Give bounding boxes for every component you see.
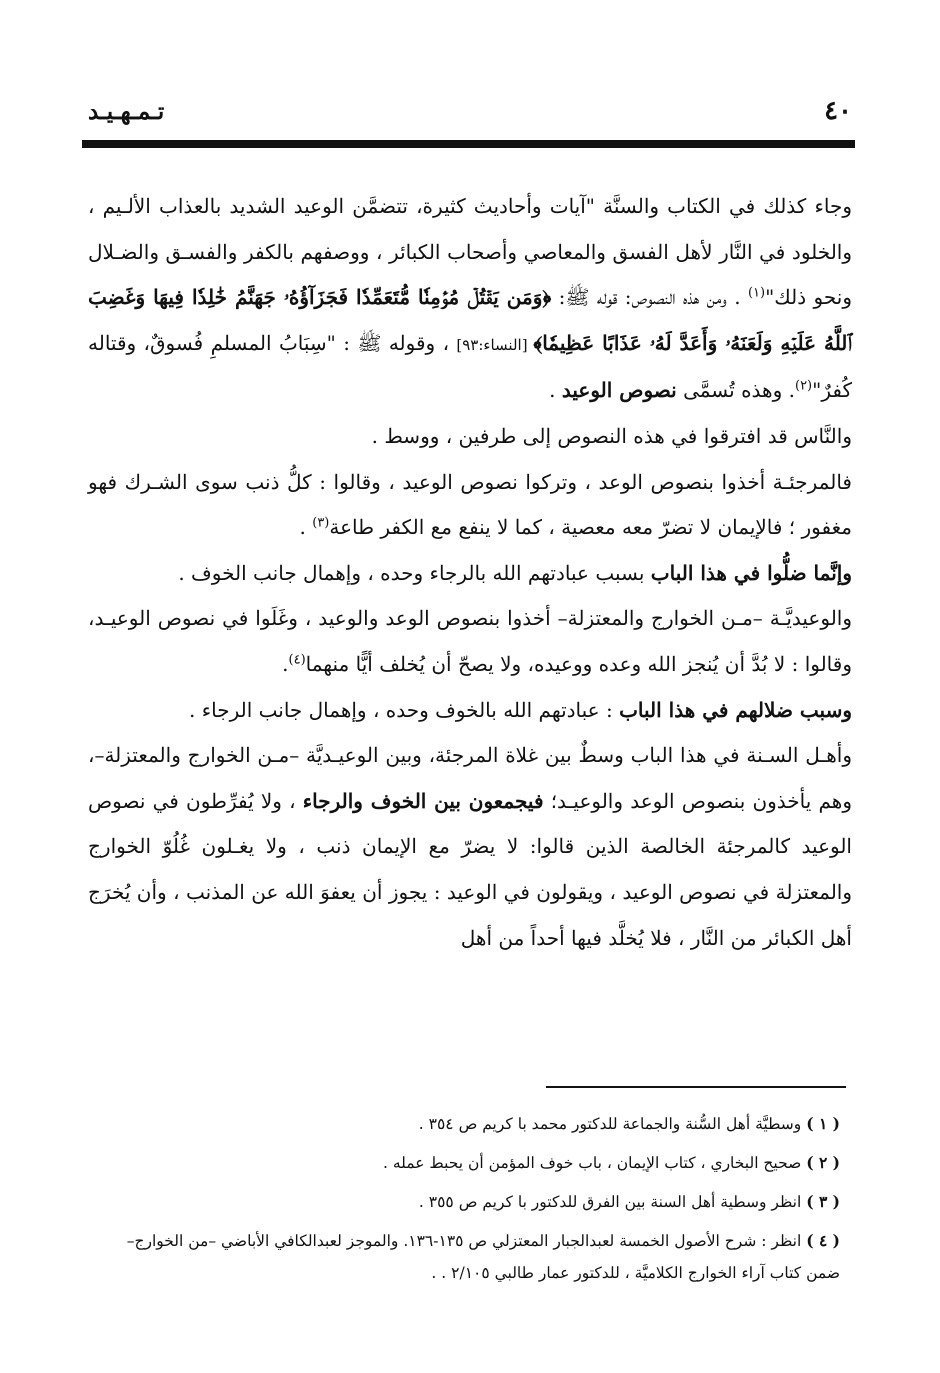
paragraph (88, 688, 852, 734)
footnote-text: انظر وسطية أهل السنة بين الفرق للدكتور با كريم ص ٣٥٥ . (418, 1193, 807, 1211)
footnote (88, 1147, 840, 1179)
paragraph (88, 551, 852, 597)
text-run: . (549, 378, 562, 403)
main-text (88, 184, 852, 961)
page-number: ٤٠ (824, 96, 852, 126)
text-run: ، ولا يُفرِّطون في نصوص الوعيد كالمرجئة الخالصة الذين قالوا: لا يضرّ مع الإيمان ذنب ، ولا يغـلون غُلُوّ الخوارج والمعتزلة في نصوص الوعيد ، ويقولون في الوعيد : يجوز أن يعفوَ الله عن المذنب ، وأن يُخرَج أهل الكبائر من النَّار ، فلا يُخلَّد فيها أحداً من أهل (88, 788, 852, 950)
emphasized-text: وإنَّما ضلُّوا في هذا الباب (650, 560, 852, 585)
text-run: فالمرجئـة أخذوا بنصوص الوعد ، وتركوا نصوص الوعيد ، وقالوا : كلُّ ذنب سوى الشـرك فهو مغفور ؛ فالإيمان لا تضرّ معه معصية ، كما لا ينفع مع الكفر طاعة (88, 469, 852, 540)
footnote-separator (546, 1086, 846, 1088)
text-run: والوعيديَّـة –مـن الخوارج والمعتزلة– أخذوا بنصوص الوعد والوعيد ، وغَلَوا في نصوص الوعيـد، وقالوا : لا بُدَّ أن يُنجز الله وعده ووعيده، ولا يصحّ أن يُخلف أيًّا منهما (88, 606, 852, 676)
paragraph (88, 596, 852, 687)
verse-reference: [النساء:٩٣] (456, 335, 534, 354)
footnote-text: انظر : شرح الأصول الخمسة لعبدالجبار المعتزلي ص ١٣٥-١٣٦. والموجز لعبدالكافي الأباضي –من الخوارج– ضمن كتاب آراء الخوارج الكلاميَّة ، للدكتور عمار طالبي ٢/١٠٥ . . (126, 1232, 840, 1282)
text-run: بسبب عبادتهم الله بالرجاء وحده ، وإهمال جانب الخوف . (178, 560, 651, 585)
footnote-number: ( ٤ ) (806, 1231, 840, 1250)
text-run: . وهذه تُسمَّى (676, 378, 795, 403)
page-header (88, 96, 852, 128)
footnotes (88, 1108, 840, 1296)
header-rule (82, 140, 855, 148)
paragraph (88, 414, 852, 460)
footnote-marker: (٣) (312, 515, 330, 531)
paragraph (88, 733, 852, 961)
emphasized-text: فيجمعون بين الخوف والرجاء (302, 788, 544, 813)
footnote-number: ( ١ ) (806, 1114, 840, 1133)
footnote (88, 1108, 840, 1140)
footnote-text: صحيح البخاري ، كتاب الإيمان ، باب خوف المؤمن أن يحبط عمله . (382, 1154, 807, 1172)
quran-verse: ﴿وَمَن يَقۡتُلۡ مُؤۡمِنٗا مُّتَعَمِّدٗا فَجَزَآؤُهُۥ جَهَنَّمُ خَٰلِدٗا فِيهَا وَغَضِبَ ٱللَّهُ عَلَيۡهِ وَلَعَنَهُۥ وَأَعَدَّ لَهُۥ عَذَابًا عَظِيمٗا﴾ (88, 285, 852, 355)
text-run: والنَّاس قد افترقوا في هذه النصوص إلى طرفين ، ووسط . (371, 423, 852, 448)
emphasized-text: وسبب ضلالهم في هذا الباب (619, 697, 852, 722)
running-title: تـمـهـيـد (88, 98, 165, 125)
emphasized-text: نصوص الوعيد (561, 378, 677, 403)
footnote-number: ( ٢ ) (806, 1153, 840, 1172)
text-run: . ومن هذه النصوص: قوله ﷺ: (551, 285, 748, 310)
footnote-marker: (٤) (288, 652, 306, 668)
text-run: . (299, 515, 313, 540)
text-run: وأهـل السـنة في هذا الباب وسطٌ بين غلاة المرجئة، وبين الوعيـديَّة –مـن الخوارج والمعتزلة–، وهم يأخذون بنصوص الوعد والوعيـد؛ (88, 743, 853, 813)
footnote (88, 1186, 840, 1218)
text-run: وجاء كذلك في الكتاب والسنَّة "آيات وأحاديث كثيرة، تتضمَّن الوعيد الشديد بالعذاب الألـيم ، والخلود في النَّار لأهل الفسق والمعاصي وأصحاب الكبائر ، ووصفهم بالكفر والفسـق والضـلال ونحو ذلك" (88, 194, 852, 310)
paragraph (88, 460, 852, 551)
footnote-marker: (١) (747, 285, 766, 301)
text-run: . (282, 651, 289, 676)
footnote (88, 1225, 840, 1289)
footnote-number: ( ٣ ) (806, 1192, 840, 1211)
text-run: ، وقوله ﷺ : "سِبَابُ المسلمِ فُسوقٌ، وقتاله كُفرٌ" (88, 330, 852, 403)
text-run: : عبادتهم الله بالخوف وحده ، وإهمال جانب الرجاء . (189, 697, 620, 722)
footnote-marker: (٢) (794, 378, 813, 394)
paragraph (88, 184, 852, 414)
footnote-text: وسطيَّة أهل السُّنة والجماعة للدكتور محمد با كريم ص ٣٥٤ . (418, 1115, 807, 1133)
